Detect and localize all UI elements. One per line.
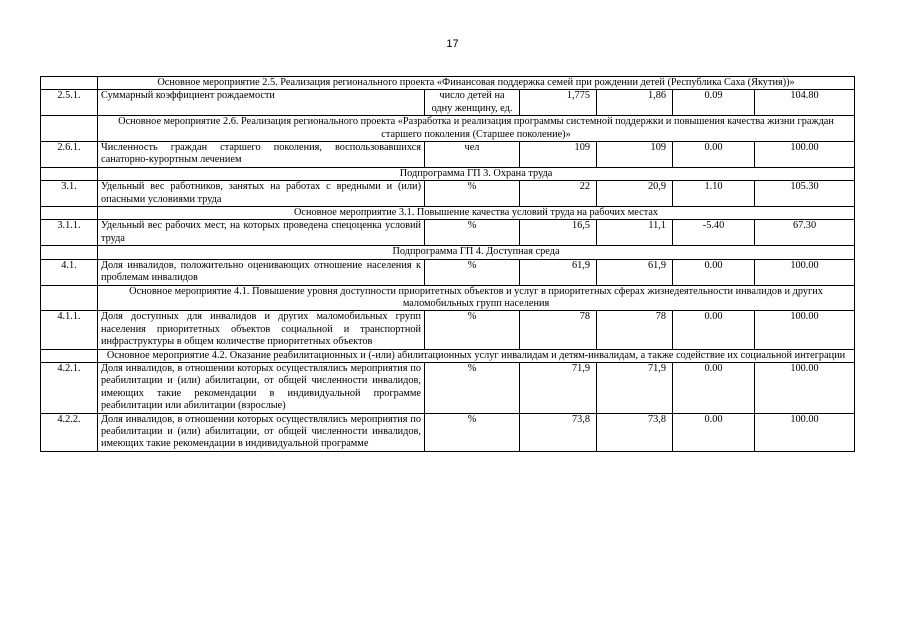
indicator-deviation: 0.00 bbox=[673, 259, 755, 285]
indicator-fact: 20,9 bbox=[597, 181, 673, 207]
subprogram-title: Подпрограмма ГП 4. Доступная среда bbox=[98, 246, 855, 259]
indicator-fact: 11,1 bbox=[597, 220, 673, 246]
indicator-number: 4.1.1. bbox=[41, 311, 98, 349]
indicator-unit: % bbox=[425, 220, 520, 246]
activity-header: Основное мероприятие 2.5. Реализация регионального проекта «Финансовая поддержка семей при рождении детей (Республика Саха (Якутия))» bbox=[98, 77, 855, 90]
activity-header-row bbox=[41, 207, 855, 220]
activity-header: Основное мероприятие 3.1. Повышение качества условий труда на рабочих местах bbox=[98, 207, 855, 220]
indicator-percent: 100.00 bbox=[755, 413, 855, 451]
indicator-percent: 104.80 bbox=[755, 90, 855, 116]
indicator-unit: % bbox=[425, 311, 520, 349]
subprogram-title: Подпрограмма ГП 3. Охрана труда bbox=[98, 167, 855, 180]
empty-cell bbox=[41, 349, 98, 362]
indicator-row bbox=[41, 220, 855, 246]
indicator-deviation: 0.00 bbox=[673, 142, 755, 168]
indicator-name: Суммарный коэффициент рождаемости bbox=[98, 90, 425, 116]
indicator-unit: чел bbox=[425, 142, 520, 168]
empty-cell bbox=[41, 116, 98, 142]
indicator-percent: 105.30 bbox=[755, 181, 855, 207]
indicator-percent: 67.30 bbox=[755, 220, 855, 246]
indicator-row bbox=[41, 259, 855, 285]
activity-header-row bbox=[41, 285, 855, 311]
empty-cell bbox=[41, 246, 98, 259]
indicator-deviation: -5.40 bbox=[673, 220, 755, 246]
indicator-plan: 16,5 bbox=[520, 220, 597, 246]
indicator-name: Доля доступных для инвалидов и других маломобильных групп населения приоритетных объектов социальной и транспортной инфраструктуры в общем количестве приоритетных объектов bbox=[98, 311, 425, 349]
subprogram-row bbox=[41, 167, 855, 180]
indicator-unit: % bbox=[425, 413, 520, 451]
indicator-name: Доля инвалидов, в отношении которых осуществлялись мероприятия по реабилитации и (или) абилитации, от общей численности инвалидов, имеющих такие рекомендации в индивидуальной программе bbox=[98, 413, 425, 451]
activity-header-row bbox=[41, 349, 855, 362]
indicator-plan: 73,8 bbox=[520, 413, 597, 451]
indicator-deviation: 0.00 bbox=[673, 362, 755, 413]
indicator-percent: 100.00 bbox=[755, 259, 855, 285]
empty-cell bbox=[41, 167, 98, 180]
indicator-name: Доля инвалидов, положительно оценивающих отношение населения к проблемам инвалидов bbox=[98, 259, 425, 285]
activity-header: Основное мероприятие 4.2. Оказание реабилитационных и (-или) абилитационных услуг инвалидам и детям-инвалидам, а также содействие их социальной интеграции bbox=[98, 349, 855, 362]
indicator-name: Доля инвалидов, в отношении которых осуществлялись мероприятия по реабилитации и (или) абилитации, от общей численности инвалидов, имеющих такие рекомендации в индивидуальной программе реабилитации или абилитации (взрослые) bbox=[98, 362, 425, 413]
indicator-number: 4.2.2. bbox=[41, 413, 98, 451]
indicator-percent: 100.00 bbox=[755, 311, 855, 349]
indicator-percent: 100.00 bbox=[755, 362, 855, 413]
indicator-plan: 1,775 bbox=[520, 90, 597, 116]
indicator-number: 4.1. bbox=[41, 259, 98, 285]
indicator-row bbox=[41, 311, 855, 349]
indicator-deviation: 1.10 bbox=[673, 181, 755, 207]
indicator-percent: 100.00 bbox=[755, 142, 855, 168]
indicator-fact: 109 bbox=[597, 142, 673, 168]
indicator-name: Удельный вес работников, занятых на работах с вредными и (или) опасными условиями труда bbox=[98, 181, 425, 207]
indicator-unit: % bbox=[425, 181, 520, 207]
indicator-name: Численность граждан старшего поколения, воспользовавшихся санаторно-курортным лечением bbox=[98, 142, 425, 168]
activity-header: Основное мероприятие 2.6. Реализация регионального проекта «Разработка и реализация программы системной поддержки и повышения качества жизни граждан старшего поколения (Старшее поколение)» bbox=[98, 116, 855, 142]
indicator-number: 3.1.1. bbox=[41, 220, 98, 246]
empty-cell bbox=[41, 207, 98, 220]
indicators-table bbox=[40, 76, 855, 452]
activity-header-row bbox=[41, 77, 855, 90]
indicator-fact: 1,86 bbox=[597, 90, 673, 116]
indicator-name: Удельный вес рабочих мест, на которых проведена спецоценка условий труда bbox=[98, 220, 425, 246]
indicator-row bbox=[41, 362, 855, 413]
indicator-deviation: 0.09 bbox=[673, 90, 755, 116]
page-number: 17 bbox=[446, 38, 459, 50]
indicator-row bbox=[41, 90, 855, 116]
indicator-plan: 71,9 bbox=[520, 362, 597, 413]
activity-header-row bbox=[41, 116, 855, 142]
subprogram-row bbox=[41, 246, 855, 259]
indicator-number: 4.2.1. bbox=[41, 362, 98, 413]
indicator-unit: % bbox=[425, 362, 520, 413]
indicator-number: 3.1. bbox=[41, 181, 98, 207]
indicator-fact: 71,9 bbox=[597, 362, 673, 413]
indicator-unit: число детей на одну женщину, ед. bbox=[425, 90, 520, 116]
indicator-number: 2.6.1. bbox=[41, 142, 98, 168]
indicator-number: 2.5.1. bbox=[41, 90, 98, 116]
indicator-deviation: 0.00 bbox=[673, 413, 755, 451]
indicator-row bbox=[41, 142, 855, 168]
activity-header: Основное мероприятие 4.1. Повышение уровня доступности приоритетных объектов и услуг в приоритетных сферах жизнедеятельности инвалидов и других маломобильных групп населения bbox=[98, 285, 855, 311]
indicator-row bbox=[41, 413, 855, 451]
indicator-deviation: 0.00 bbox=[673, 311, 755, 349]
empty-cell bbox=[41, 285, 98, 311]
indicator-fact: 78 bbox=[597, 311, 673, 349]
empty-cell bbox=[41, 77, 98, 90]
indicator-plan: 61,9 bbox=[520, 259, 597, 285]
indicator-fact: 61,9 bbox=[597, 259, 673, 285]
indicator-unit: % bbox=[425, 259, 520, 285]
indicator-plan: 109 bbox=[520, 142, 597, 168]
indicator-plan: 78 bbox=[520, 311, 597, 349]
indicator-row bbox=[41, 181, 855, 207]
indicator-plan: 22 bbox=[520, 181, 597, 207]
indicator-fact: 73,8 bbox=[597, 413, 673, 451]
